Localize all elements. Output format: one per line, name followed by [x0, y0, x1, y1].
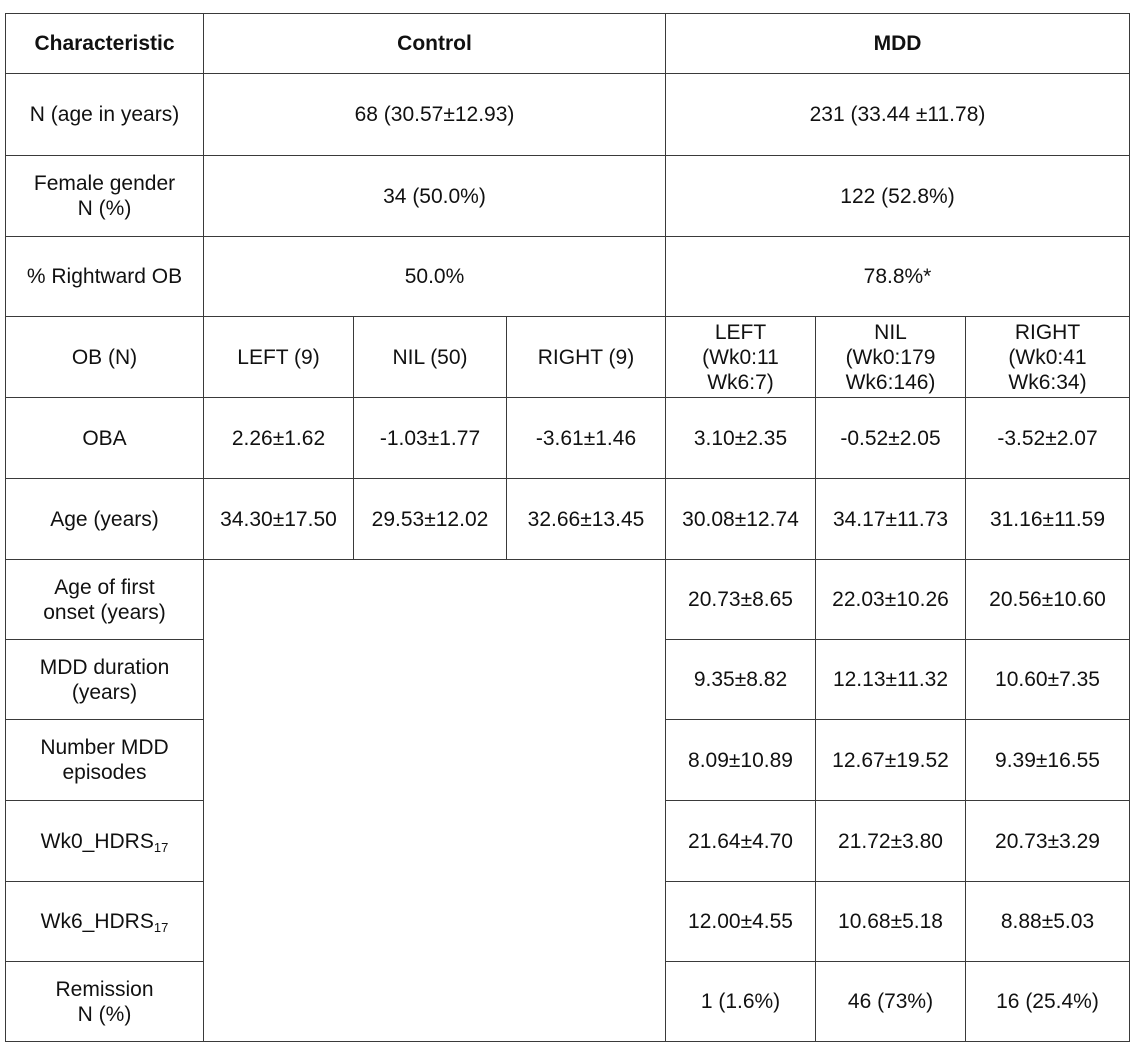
cell: 12.67±19.52	[816, 720, 966, 801]
cell: 32.66±13.45	[507, 479, 666, 560]
mdd-value: 122 (52.8%)	[666, 156, 1130, 237]
control-value: 34 (50.0%)	[204, 156, 666, 237]
cell: 46 (73%)	[816, 962, 966, 1042]
control-value: 50.0%	[204, 237, 666, 317]
cell: 21.72±3.80	[816, 801, 966, 882]
subscript: 17	[153, 839, 169, 855]
subscript: 17	[153, 920, 169, 935]
row-label	[6, 640, 204, 720]
cell: RIGHT (9)	[507, 317, 666, 398]
cell: 3.10±2.35	[666, 398, 816, 479]
cell: 9.39±16.55	[966, 720, 1130, 801]
cell: 12.13±11.32	[816, 640, 966, 720]
cell: NIL (Wk0:179 Wk6:146)	[816, 317, 966, 398]
row-label: Female gender N (%)	[6, 156, 204, 237]
cell: 10.68±5.18	[816, 882, 966, 962]
cell: LEFT (Wk0:11 Wk6:7)	[666, 317, 816, 398]
cell: -1.03±1.77	[354, 398, 507, 479]
row-label	[6, 882, 204, 962]
cell: 10.60±7.35	[966, 640, 1130, 720]
row-label-text: MDD duration (years)	[39, 655, 170, 704]
row-label-text: Remission N (%)	[55, 977, 154, 1026]
row-label	[6, 801, 204, 882]
row-label: Age (years)	[6, 479, 204, 560]
cell: -0.52±2.05	[816, 398, 966, 479]
row-label-text: Age of first onset (years)	[43, 575, 166, 624]
row-label-text: Number MDD episodes	[40, 736, 169, 784]
cell: 1 (1.6%)	[666, 962, 816, 1042]
cell: 31.16±11.59	[966, 479, 1130, 560]
cell: 8.88±5.03	[966, 882, 1130, 962]
cell: 29.53±12.02	[354, 479, 507, 560]
header-mdd: MDD	[666, 14, 1130, 74]
row-label: OB (N)	[6, 317, 204, 398]
cell: 21.64±4.70	[666, 801, 816, 882]
row-label	[6, 560, 204, 640]
cell: 2.26±1.62	[204, 398, 354, 479]
cell: LEFT (9)	[204, 317, 354, 398]
cell: 9.35±8.82	[666, 640, 816, 720]
row-label-text: Wk0_HDRS	[40, 829, 154, 853]
cell: 20.56±10.60	[966, 560, 1130, 640]
cell: 8.09±10.89	[666, 720, 816, 801]
header-control: Control	[204, 14, 666, 74]
cell: NIL (50)	[354, 317, 507, 398]
cell: 12.00±4.55	[666, 882, 816, 962]
mdd-value: 231 (33.44 ±11.78)	[666, 74, 1130, 156]
row-label: OBA	[6, 398, 204, 479]
control-value: 68 (30.57±12.93)	[204, 74, 666, 156]
row-label	[6, 962, 204, 1042]
cell: 20.73±3.29	[966, 801, 1130, 882]
row-label-text: Wk6_HDRS	[40, 910, 154, 933]
row-label	[6, 720, 204, 801]
cell: 16 (25.4%)	[966, 962, 1130, 1042]
row-label: % Rightward OB	[6, 237, 204, 317]
cell: 22.03±10.26	[816, 560, 966, 640]
cell: 20.73±8.65	[666, 560, 816, 640]
mdd-value: 78.8%*	[666, 237, 1130, 317]
cell: 34.17±11.73	[816, 479, 966, 560]
cell: RIGHT (Wk0:41 Wk6:34)	[966, 317, 1130, 398]
characteristics-table	[5, 13, 1130, 1042]
cell: -3.61±1.46	[507, 398, 666, 479]
header-characteristic: Characteristic	[6, 14, 204, 74]
cell: -3.52±2.07	[966, 398, 1130, 479]
cell: 34.30±17.50	[204, 479, 354, 560]
table-row	[6, 560, 1130, 640]
row-label: N (age in years)	[6, 74, 204, 156]
empty-control-cell	[204, 560, 666, 1042]
cell: 30.08±12.74	[666, 479, 816, 560]
